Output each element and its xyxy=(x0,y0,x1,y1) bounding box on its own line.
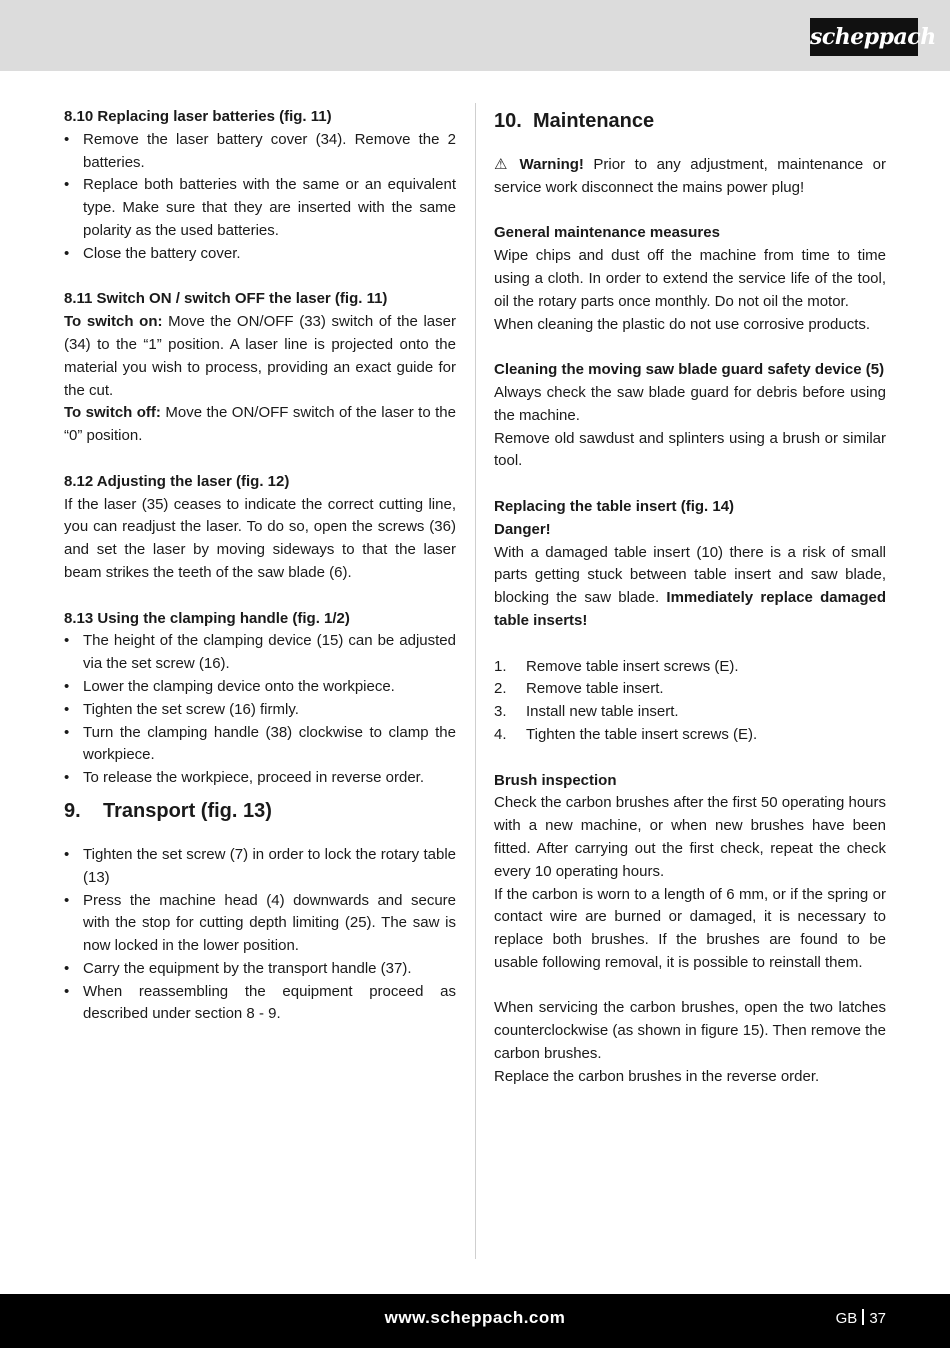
section-8-13 xyxy=(64,608,456,790)
section-heading: Cleaning the moving saw blade guard safety device (5) xyxy=(494,361,885,379)
list-item: • Tighten the set screw (7) in order to lock the rotary table (13) xyxy=(64,844,456,890)
section-8-11 xyxy=(64,288,456,448)
chapter-title: Transport (fig. 13) xyxy=(103,799,272,822)
list-item: • The height of the clamping device (15) can be adjusted via the set screw (16). xyxy=(64,630,456,676)
inline-label: To switch on: xyxy=(64,313,163,331)
inline-text: Move the ON/OFF (33) switch of the laser (34) to the “1” position. A laser line is projected onto the material you wish to process, providing an exact guide for the cut. xyxy=(64,313,456,399)
list-item: • Turn the clamping handle (38) clockwise to clamp the workpiece. xyxy=(64,722,456,768)
section-heading: 8.10 Replacing laser batteries (fig. 11) xyxy=(64,108,332,125)
list-item xyxy=(494,678,886,701)
paragraph: Always check the saw blade guard for debris before using the machine. xyxy=(494,383,886,424)
header-band xyxy=(0,0,950,71)
section-8-12 xyxy=(64,471,456,585)
list-item xyxy=(494,656,886,679)
list-item: • To release the workpiece, proceed in reverse order. xyxy=(64,767,456,790)
chapter-heading xyxy=(494,108,886,134)
step-number: 3. xyxy=(494,703,507,721)
paragraph: Wipe chips and dust off the machine from time to time using a cloth. In order to extend the service life of the tool, oil the rotary parts once monthly. Do not oil the motor. xyxy=(494,247,886,310)
bullet-list xyxy=(64,630,456,790)
step-text: Remove table insert. xyxy=(526,680,664,698)
danger-label: Danger! xyxy=(494,520,551,538)
list-item xyxy=(494,724,886,747)
right-column xyxy=(494,106,886,1089)
list-item: • Carry the equipment by the transport handle (37). xyxy=(64,958,456,981)
step-number: 2. xyxy=(494,680,507,698)
section-blade-guard xyxy=(494,359,886,473)
step-number: 1. xyxy=(494,657,507,675)
list-item: • Lower the clamping device onto the workpiece. xyxy=(64,676,456,699)
list-item: • Close the battery cover. xyxy=(64,243,456,266)
inline-bold-text: Immediately replace damaged table inserts! xyxy=(494,589,886,629)
inline-text: Move the ON/OFF switch of the laser to the “0” position. xyxy=(64,404,456,445)
paragraph: Remove old sawdust and splinters using a brush or similar tool. xyxy=(494,429,886,470)
section-table-insert xyxy=(494,496,886,747)
paragraph: If the laser (35) ceases to indicate the correct cutting line, you can readjust the laser. To do so, open the screws (36) and set the laser by moving sideways to that the laser beam strikes the teeth of the saw blade (6). xyxy=(64,495,456,581)
list-item: • Remove the laser battery cover (34). Remove the 2 batteries. xyxy=(64,129,456,175)
step-text: Install new table insert. xyxy=(526,703,679,721)
chapter-number: 9. xyxy=(64,799,81,822)
separator xyxy=(862,1309,864,1325)
website-link[interactable]: www.scheppach.com xyxy=(384,1308,566,1327)
list-item: • Press the machine head (4) downwards and secure with the stop for cutting depth limiting (25). The saw is now locked in the lower position. xyxy=(64,890,456,958)
chapter-number: 10. xyxy=(494,110,522,132)
paragraph xyxy=(494,542,886,633)
section-general-maintenance xyxy=(494,222,886,336)
paragraph: If the carbon is worn to a length of 6 mm, or if the spring or contact wire are burned or damaged, it is necessary to replace both brushes. If the brushes are found to be usable following removal, it is possible to reinstall them. xyxy=(494,885,886,971)
language-code: GB xyxy=(835,1310,858,1327)
section-heading: Replacing the table insert (fig. 14) xyxy=(494,497,735,515)
paragraph: Check the carbon brushes after the first 50 operating hours with a new machine, or when new brushes have been fitted. After carrying out the first check, repeat the check every 10 operating hours. xyxy=(494,794,886,880)
paragraph: Replace the carbon brushes in the reverse order. xyxy=(494,1067,820,1085)
step-text: Tighten the table insert screws (E). xyxy=(526,725,758,743)
section-9 xyxy=(64,798,456,1026)
section-heading: General maintenance measures xyxy=(494,224,720,242)
section-heading: 8.13 Using the clamping handle (fig. 1/2) xyxy=(64,609,350,627)
left-column xyxy=(64,106,456,1026)
section-heading: 8.11 Switch ON / switch OFF the laser (fig. 11) xyxy=(64,290,388,308)
column-divider xyxy=(475,103,476,1259)
inline-text: With a damaged table insert (10) there is a risk of small parts getting stuck between table insert and saw blade, blocking the saw blade. xyxy=(494,543,886,607)
warning-text: Prior to any adjustment, maintenance or service work disconnect the mains power plug! xyxy=(494,156,887,196)
paragraph: When cleaning the plastic do not use corrosive products. xyxy=(494,315,871,333)
list-item: • Tighten the set screw (16) firmly. xyxy=(64,699,456,722)
section-heading: 8.12 Adjusting the laser (fig. 12) xyxy=(64,472,290,490)
paragraph xyxy=(64,311,456,402)
list-item: • When reassembling the equipment proceed as described under section 8 - 9. xyxy=(64,981,456,1027)
page-number: 37 xyxy=(869,1310,886,1327)
step-text: Remove table insert screws (E). xyxy=(526,657,739,675)
footer-band xyxy=(0,1294,950,1348)
inline-label: To switch off: xyxy=(64,404,161,422)
section-8-10 xyxy=(64,106,456,266)
section-heading: Brush inspection xyxy=(494,771,617,789)
chapter-title: Maintenance xyxy=(533,110,655,132)
paragraph xyxy=(64,402,456,448)
list-item: • Replace both batteries with the same or an equivalent type. Make sure that they are inserted with the same polarity as the used batteries. xyxy=(64,174,456,242)
step-number: 4. xyxy=(494,725,507,743)
chapter-heading xyxy=(64,798,456,824)
list-item xyxy=(494,701,886,724)
page-indicator xyxy=(836,1309,886,1327)
bullet-list xyxy=(64,129,456,266)
numbered-list xyxy=(494,656,886,747)
brand-logo: scheppach xyxy=(810,18,918,56)
warning-triangle-icon: ⚠ xyxy=(494,156,508,173)
bullet-list xyxy=(64,844,456,1026)
warning-label: Warning! xyxy=(519,156,584,173)
paragraph: When servicing the carbon brushes, open the two latches counterclockwise (as shown in figure 15). Then remove the carbon brushes. xyxy=(494,999,886,1063)
warning-paragraph xyxy=(494,154,886,200)
section-brush-inspection xyxy=(494,770,886,1089)
